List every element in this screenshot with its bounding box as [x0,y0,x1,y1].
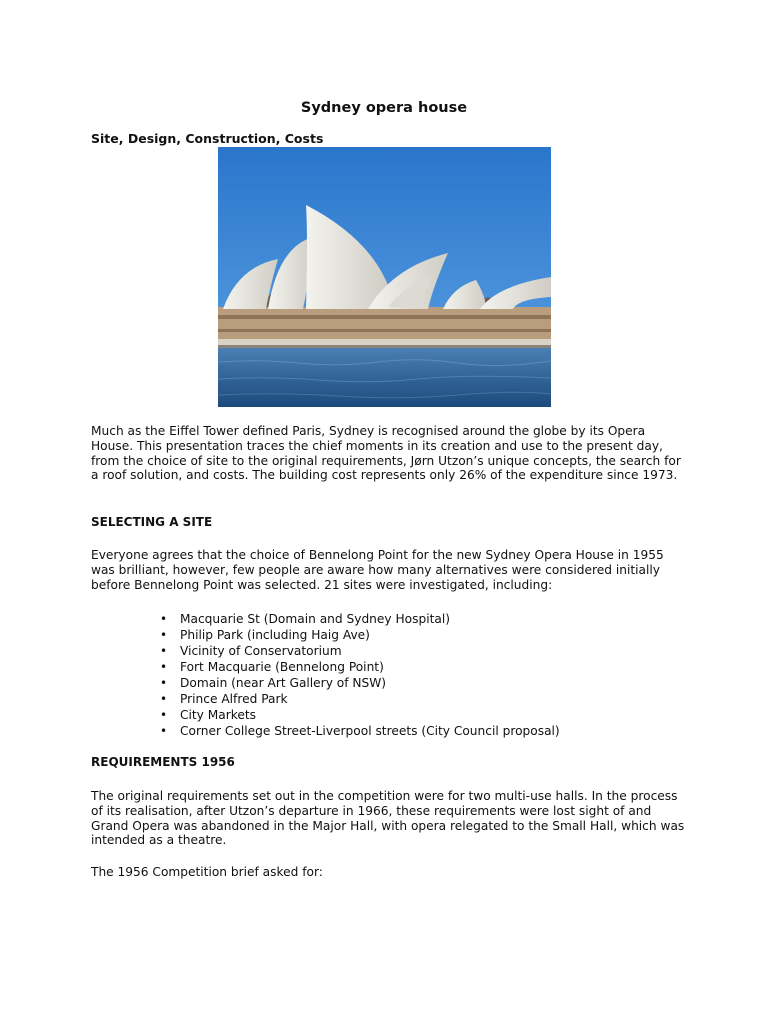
list-item-text: Domain (near Art Gallery of NSW) [180,676,387,690]
bullet-icon: • [160,612,168,626]
bullet-icon: • [160,724,168,738]
bullet-icon: • [160,692,168,706]
list-item [160,691,560,707]
section-heading-requirements: REQUIREMENTS 1956 [91,755,235,769]
list-item-text: Vicinity of Conservatorium [180,644,342,658]
list-item [160,659,560,675]
requirements-paragraph: The original requirements set out in the competition were for two multi-use halls. In the process of its realisation, after Utzon’s departure in 1966, these requirements were lost sight of and Grand Opera was abandoned in the Major Hall, with opera relegated to the Small Hall, which was intended as a theatre. [91,789,685,848]
opera-house-photo [218,147,551,407]
page-subtitle: Site, Design, Construction, Costs [91,131,324,146]
page-title: Sydney opera house [300,100,468,116]
selecting-site-paragraph: Everyone agrees that the choice of Bennelong Point for the new Sydney Opera House in 1955 was brilliant, however, few people are aware how many alternatives were considered initially before Bennelong Point was selected. 21 sites were investigated, including: [91,548,664,592]
list-item [160,643,560,659]
bullet-icon: • [160,708,168,722]
bullet-icon: • [160,676,168,690]
list-item-text: Macquarie St (Domain and Sydney Hospital) [180,612,450,626]
list-item-text: Prince Alfred Park [180,692,288,706]
bullet-icon: • [160,628,168,642]
list-item [160,723,560,739]
list-item-text: Corner College Street-Liverpool streets (City Council proposal) [180,724,560,738]
section-heading-selecting-site: SELECTING A SITE [91,515,213,529]
list-item-text: City Markets [180,708,257,722]
bullet-icon: • [160,660,168,674]
list-item [160,707,560,723]
list-item [160,627,560,643]
list-item [160,611,560,627]
intro-paragraph: Much as the Eiffel Tower defined Paris, Sydney is recognised around the globe by its Opera House. This presentation traces the chief moments in its creation and use to the present day, from the choice of site to the original requirements, Jørn Utzon’s unique concepts, the search for a roof solution, and costs. The building cost represents only 26% of the expenditure since 1973. [91,424,681,483]
competition-brief-paragraph: The 1956 Competition brief asked for: [91,865,323,879]
list-item-text: Philip Park (including Haig Ave) [180,628,370,642]
list-item-text: Fort Macquarie (Bennelong Point) [180,660,384,674]
bullet-icon: • [160,644,168,658]
list-item [160,675,560,691]
sites-list [160,611,560,739]
